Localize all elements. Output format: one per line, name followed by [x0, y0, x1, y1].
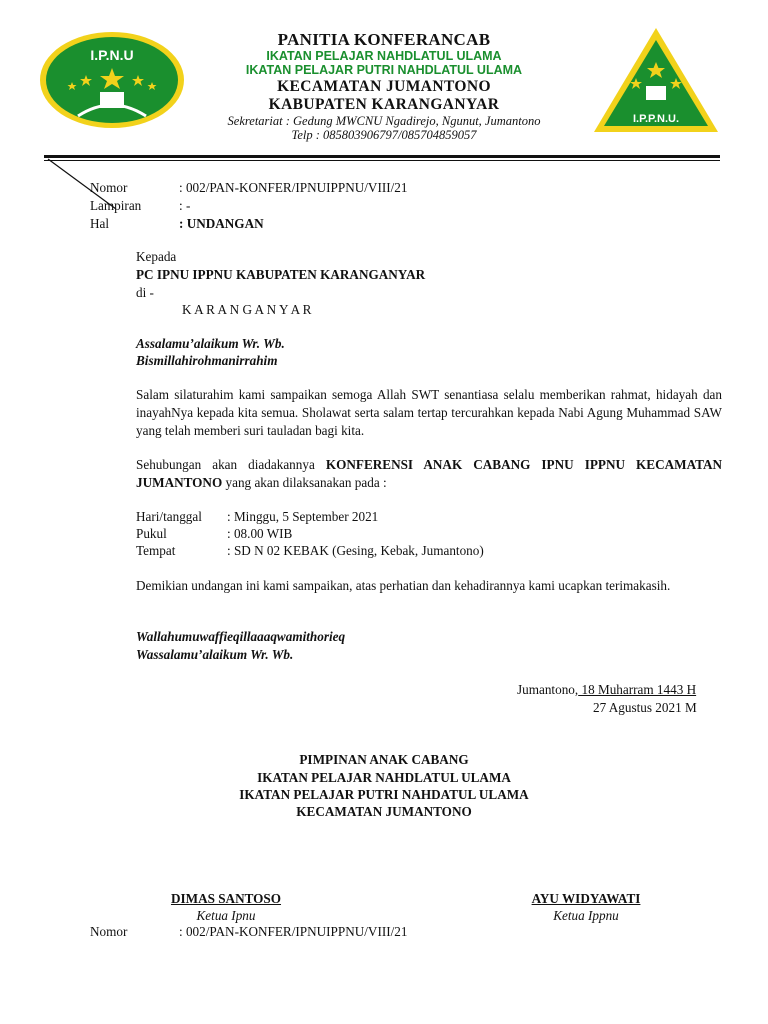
date-hijri-value: 18 Muharram 1443 H [578, 682, 697, 697]
basmalah: Bismillahirohmanirrahim [136, 353, 278, 368]
paragraph-closing: Demikian undangan ini kami sampaikan, atas perhatian dan kehadirannya kami ucapkan terimakasih. [136, 578, 671, 593]
hal-label: Hal [90, 216, 110, 231]
closing-salam: Wassalamu’alaikum Wr. Wb. [136, 647, 294, 662]
greeting: Assalamu’alaikum Wr. Wb. [136, 336, 285, 351]
sign-line2: IKATAN PELAJAR NAHDLATUL ULAMA [257, 770, 511, 785]
paragraph-event [136, 456, 722, 492]
paragraph-opening: Salam silaturahim kami sampaikan semoga Allah SWT senantiasa selalu memberikan rahmat, hidayah dan inayahNya kepada kita semua. Sholawat serta salam tertap tercurahkan kepada Nabi Agung Muhammad SAW yang telah memberi suri tauladan bagi kita. [136, 387, 722, 438]
left-signatory-role: Ketua Ipnu [196, 908, 256, 923]
event-name: KONFERENSI ANAK CABANG IPNU IPPNU KECAMATAN JUMANTONO [136, 457, 722, 490]
date-place: Jumantono, [517, 682, 579, 697]
footer-nomor-label: Nomor [90, 924, 128, 939]
detail-value-time: : 08.00 WIB [227, 526, 293, 541]
footer-nomor-value: : 002/PAN-KONFER/IPNUIPPNU/VIII/21 [179, 924, 408, 939]
header-divider-thin [44, 160, 720, 161]
sign-line4: KECAMATAN JUMANTONO [296, 804, 472, 819]
letterhead-kecamatan: KECAMATAN JUMANTONO [277, 78, 491, 95]
detail-value-date: : Minggu, 5 September 2021 [227, 509, 379, 524]
right-signatory-role: Ketua Ippnu [553, 908, 619, 923]
letterhead-org-ippnu: IKATAN PELAJAR PUTRI NAHDLATUL ULAMA [245, 63, 523, 77]
event-suffix: yang akan dilaksanakan pada : [225, 475, 387, 490]
ipnu-logo-text: I.P.N.U [90, 47, 134, 63]
event-prefix: Sehubungan akan diadakannya [136, 457, 315, 472]
detail-label-date: Hari/tanggal [136, 509, 202, 524]
lampiran-label: Lampiran [90, 198, 142, 213]
recipient-kepada: Kepada [136, 249, 177, 264]
letterhead-org-ipnu: IKATAN PELAJAR NAHDLATUL ULAMA [266, 49, 502, 63]
nomor-label: Nomor [90, 180, 128, 195]
letterhead-title: PANITIA KONFERANCAB [277, 30, 491, 49]
header-divider [44, 155, 720, 158]
nomor-value: : 002/PAN-KONFER/IPNUIPPNU/VIII/21 [179, 180, 408, 195]
recipient-name: PC IPNU IPPNU KABUPATEN KARANGANYAR [136, 267, 426, 282]
closing-doa: Wallahumuwaffieqillaaaqwamithorieq [136, 629, 346, 644]
left-signatory-name: DIMAS SANTOSO [170, 891, 282, 906]
recipient-di: di - [136, 285, 154, 300]
lampiran-value: : - [179, 198, 191, 213]
letterhead-kabupaten: KABUPATEN KARANGANYAR [268, 96, 500, 113]
recipient-city: K A R A N G A N Y A R [182, 302, 312, 317]
sign-line1: PIMPINAN ANAK CABANG [299, 752, 469, 767]
letterhead-address: Sekretariat : Gedung MWCNU Ngadirejo, Ngunut, Jumantono [227, 114, 541, 128]
date-masehi: 27 Agustus 2021 M [593, 700, 697, 715]
detail-label-time: Pukul [136, 526, 167, 541]
date-hijri [517, 681, 696, 699]
right-signatory-name: AYU WIDYAWATI [531, 891, 641, 906]
ippnu-logo-text: I.P.P.N.U. [632, 113, 680, 125]
letterhead-phone: Telp : 085803906797/085704859057 [291, 128, 477, 142]
detail-value-place: : SD N 02 KEBAK (Gesing, Kebak, Jumantono) [227, 543, 484, 558]
sign-line3: IKATAN PELAJAR PUTRI NAHDATUL ULAMA [239, 787, 529, 802]
hal-value: : UNDANGAN [179, 216, 264, 231]
detail-label-place: Tempat [136, 543, 176, 558]
